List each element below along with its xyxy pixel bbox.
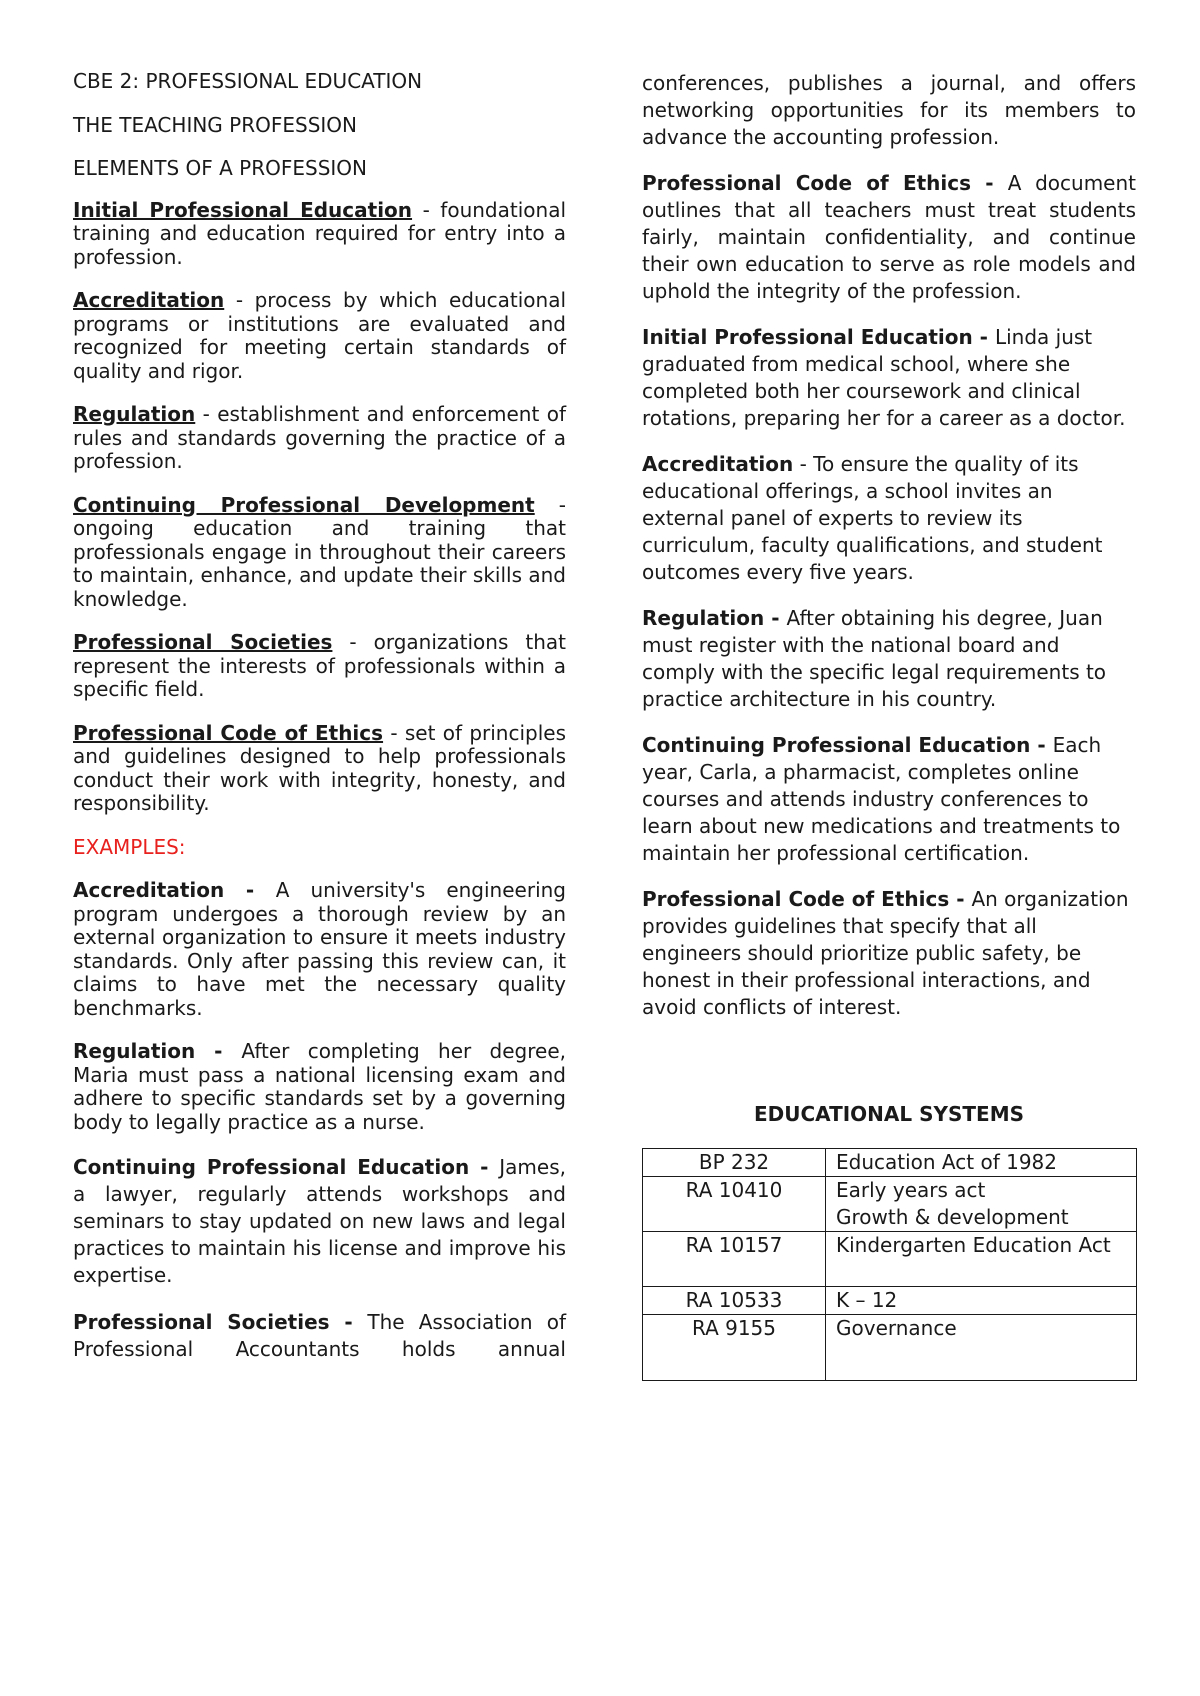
example-text: After completing her degree, Maria must pass a national licensing exam and adhere to specific standards set by a governing body to legally practice as a nurse. bbox=[73, 1039, 566, 1134]
topic-title: THE TEACHING PROFESSION bbox=[73, 112, 357, 137]
example-text: James, a lawyer, regularly attends workshops and seminars to stay updated on new laws and legal practices to maintain his license and improve his expertise. bbox=[73, 1155, 566, 1287]
example-professional-code-of-ethics-2 bbox=[642, 886, 1136, 1021]
definition-text: - set of principles and guidelines designed to help professionals conduct their work with integrity, honesty, and responsibility. bbox=[73, 720, 567, 815]
example-term: Professional Code of Ethics - bbox=[642, 887, 972, 911]
definition-initial-professional-education bbox=[73, 199, 566, 270]
definition-text: - foundational training and education required for entry into a profession. bbox=[73, 197, 567, 269]
example-continuing-professional-education-2 bbox=[642, 732, 1136, 867]
table-row bbox=[643, 1232, 1137, 1287]
example-term: Regulation - bbox=[73, 1039, 242, 1063]
example-text: Linda just graduated from medical school, where she completed both her coursework and clinical rotations, preparing her for a career as a doctor. bbox=[642, 325, 1126, 430]
educational-systems-table bbox=[642, 1148, 1137, 1381]
example-term: Professional Societies - bbox=[73, 1310, 368, 1334]
definition-accreditation bbox=[73, 289, 566, 383]
law-description-cell bbox=[826, 1232, 1137, 1287]
law-code-cell: RA 10157 bbox=[643, 1232, 826, 1287]
example-term: Initial Professional Education - bbox=[642, 325, 995, 349]
definition-term: Regulation bbox=[73, 402, 196, 426]
law-description: Kindergarten Education Act bbox=[836, 1233, 1111, 1257]
left-column bbox=[73, 70, 566, 1383]
definition-term: Professional Code of Ethics bbox=[73, 720, 384, 745]
law-description: Early years act bbox=[836, 1178, 986, 1202]
definition-text: - organizations that represent the interests of professionals within a specific field. bbox=[73, 630, 566, 701]
definition-regulation bbox=[73, 403, 566, 474]
law-code-cell: BP 232 bbox=[643, 1149, 826, 1177]
definition-text: - ongoing education and training that professionals engage in throughout their careers to maintain, enhance, and update their skills and knowledge. bbox=[73, 492, 567, 611]
law-code-cell: RA 10533 bbox=[643, 1287, 826, 1315]
right-column bbox=[642, 70, 1136, 1040]
definition-professional-societies bbox=[73, 631, 566, 702]
example-text: Each year, Carla, a pharmacist, completes online courses and attends industry conferences to learn about new medications and treatments to maintain her professional certification. bbox=[642, 733, 1121, 865]
law-description-cell bbox=[826, 1315, 1137, 1381]
example-text: A university's engineering program undergoes a thorough review by an external organization to ensure it meets industry standards. Only after passing this review can, it claims to have met the necessary quality benchmarks. bbox=[73, 878, 566, 1020]
example-continuing-professional-education bbox=[73, 1154, 566, 1289]
law-description-line-2: Growth & development bbox=[836, 1205, 1069, 1229]
definition-text: - process by which educational programs or institutions are evaluated and recognized for meeting certain standards of quality and rigor. bbox=[73, 288, 566, 383]
example-text: An organization provides guidelines that specify that all engineers should prioritize public safety, be honest in their professional interactions, and avoid conflicts of interest. bbox=[642, 887, 1129, 1019]
definition-term: Accreditation bbox=[73, 288, 225, 312]
example-accreditation bbox=[73, 879, 566, 1020]
example-professional-societies-continued: conferences, publishes a journal, and offers networking opportunities for its members to advance the accounting profession. bbox=[642, 71, 1136, 149]
example-initial-professional-education bbox=[642, 324, 1136, 432]
example-term: Professional Code of Ethics - bbox=[642, 171, 1008, 195]
law-description: Education Act of 1982 bbox=[836, 1150, 1057, 1174]
example-term: Regulation - bbox=[642, 606, 787, 630]
example-regulation bbox=[73, 1040, 566, 1134]
law-description: Governance bbox=[836, 1316, 957, 1340]
law-code-cell: RA 9155 bbox=[643, 1315, 826, 1381]
example-regulation-2 bbox=[642, 605, 1136, 713]
definition-term: Initial Professional Education bbox=[73, 197, 413, 222]
table-row bbox=[643, 1149, 1137, 1177]
example-term: Accreditation - bbox=[73, 878, 276, 902]
law-description-cell bbox=[826, 1149, 1137, 1177]
law-description: K – 12 bbox=[836, 1288, 898, 1312]
definition-text: - establishment and enforcement of rules and standards governing the practice of a profession. bbox=[73, 402, 566, 473]
example-text: A document outlines that all teachers must treat students fairly, maintain confidentiality, and continue their own education to serve as role models and uphold the integrity of the profession. bbox=[642, 171, 1136, 303]
law-description-cell bbox=[826, 1287, 1137, 1315]
example-term: Continuing Professional Education - bbox=[73, 1155, 500, 1179]
example-text: - To ensure the quality of its educational offerings, a school invites an external panel of experts to review its curriculum, faculty qualifications, and student outcomes every five years. bbox=[642, 452, 1103, 584]
law-code-cell: RA 10410 bbox=[643, 1177, 826, 1232]
definition-continuing-professional-development bbox=[73, 494, 566, 612]
table-row bbox=[643, 1177, 1137, 1232]
table-row bbox=[643, 1315, 1137, 1381]
definition-professional-code-of-ethics bbox=[73, 722, 566, 816]
definition-term: Continuing Professional Development bbox=[73, 492, 535, 517]
examples-label: EXAMPLES: bbox=[73, 834, 186, 859]
table-row bbox=[643, 1287, 1137, 1315]
definition-term: Professional Societies bbox=[73, 630, 333, 654]
example-text: After obtaining his degree, Juan must register with the national board and comply with the specific legal requirements to practice architecture in his country. bbox=[642, 606, 1107, 711]
law-description-cell bbox=[826, 1177, 1137, 1232]
educational-systems-title: EDUCATIONAL SYSTEMS bbox=[753, 1102, 1025, 1126]
example-professional-code-of-ethics bbox=[642, 170, 1136, 305]
example-accreditation-2 bbox=[642, 451, 1136, 586]
section-title: ELEMENTS OF A PROFESSION bbox=[73, 156, 368, 180]
example-text: The Association of Professional Accountants holds annual bbox=[73, 1310, 566, 1361]
example-professional-societies bbox=[73, 1309, 566, 1363]
course-title: CBE 2: PROFESSIONAL EDUCATION bbox=[73, 69, 423, 93]
example-term: Accreditation bbox=[642, 452, 794, 476]
example-term: Continuing Professional Education - bbox=[642, 733, 1053, 757]
